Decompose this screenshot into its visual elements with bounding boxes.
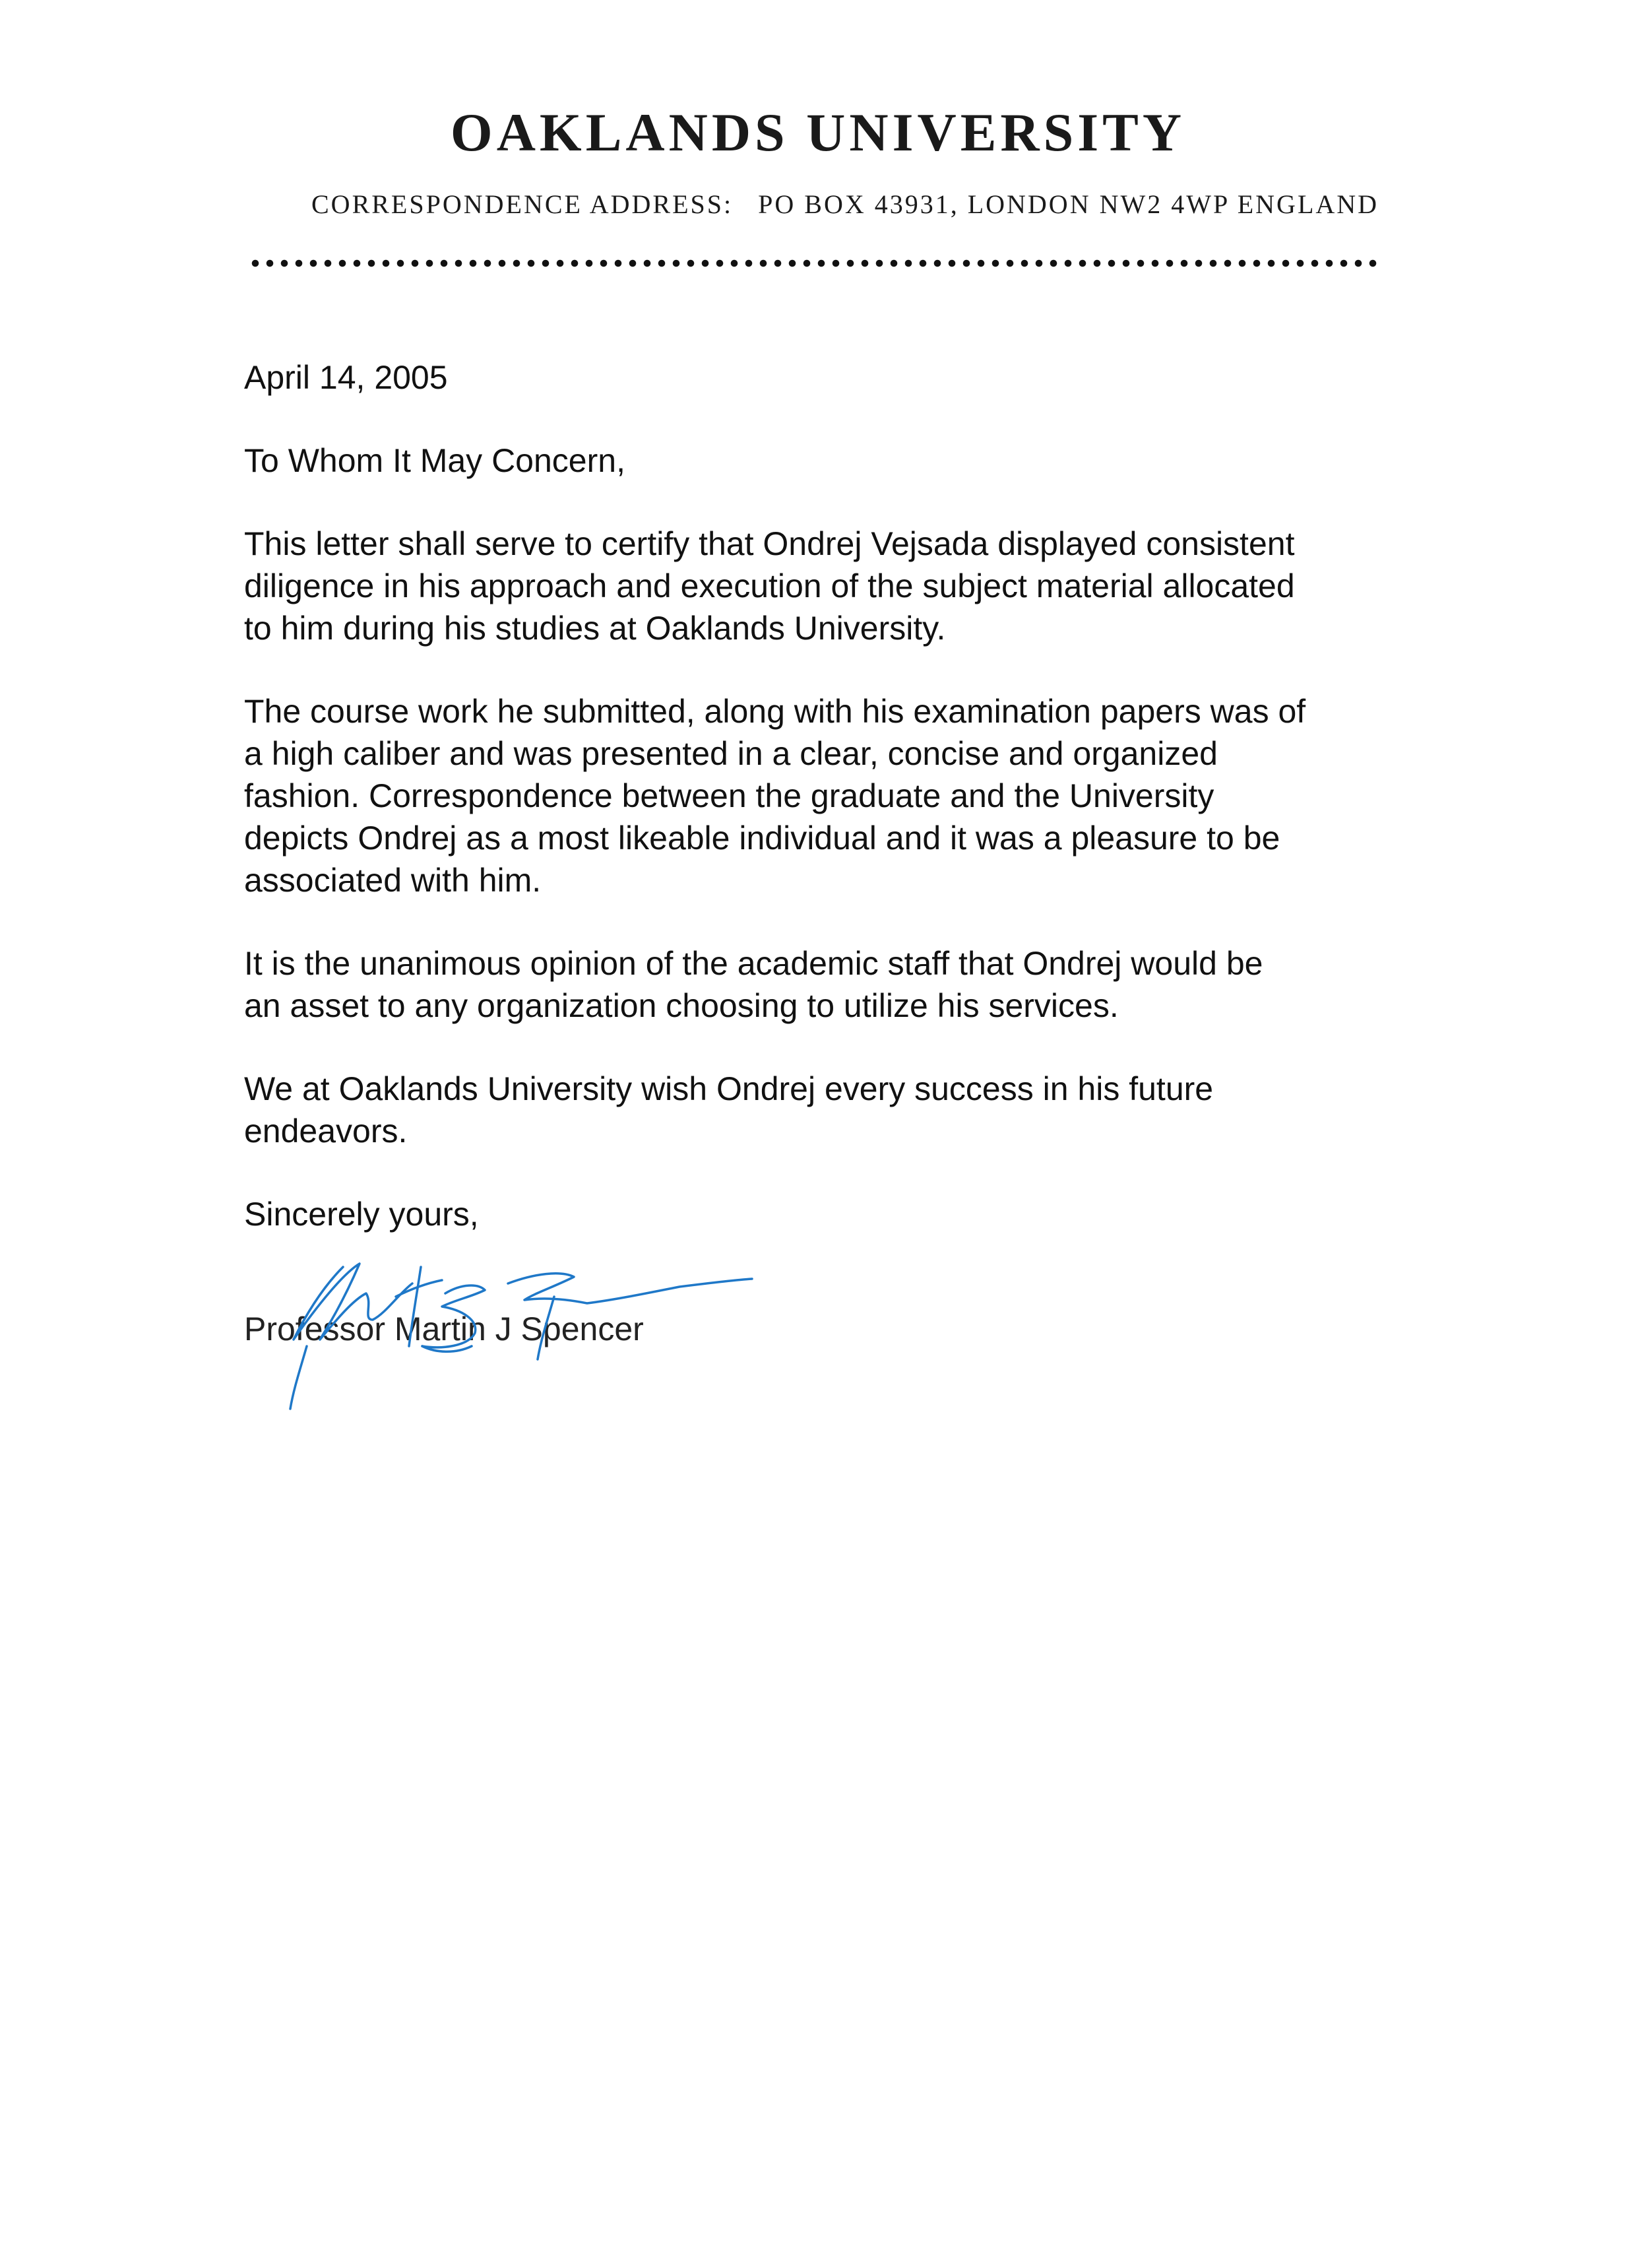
letter-date: April 14, 2005 [244, 359, 448, 396]
letter-paragraph: It is the unanimous opinion of the academic staff that Ondrej would be an asset to any organization choosing to utilize his services. [244, 945, 1263, 1024]
address-label: CORRESPONDENCE ADDRESS: [311, 189, 734, 219]
university-name: OAKLANDS UNIVERSITY [450, 102, 1186, 162]
letterhead [0, 102, 1636, 162]
address-value: PO BOX 43931, LONDON NW2 4WP ENGLAND [758, 189, 1379, 219]
letter-closing: Sincerely yours, [244, 1196, 479, 1233]
letter-paragraph: This letter shall serve to certify that Ondrej Vejsada displayed consistent diligence in his approach and execution of the subject material allocated to him during his studies at Oaklands University. [244, 525, 1295, 647]
correspondence-address [311, 191, 1379, 218]
letter-paragraph: The course work he submitted, along with his examination papers was of a high caliber and was presented in a clear, concise and organized fashion. Correspondence between the graduate and the University depicts Ondrej as a most likeable individual and it was a pleasure to be associated with him. [244, 693, 1306, 899]
letter-body [244, 356, 1438, 1276]
signature-block [244, 1247, 838, 1419]
letter-salutation: To Whom It May Concern, [244, 442, 625, 479]
handwritten-signature [244, 1247, 838, 1419]
signer-name: Professor Martin J Spencer [244, 1311, 644, 1347]
letter-paragraph: We at Oaklands University wish Ondrej every success in his future endeavors. [244, 1070, 1214, 1150]
dotted-divider [248, 259, 1380, 268]
